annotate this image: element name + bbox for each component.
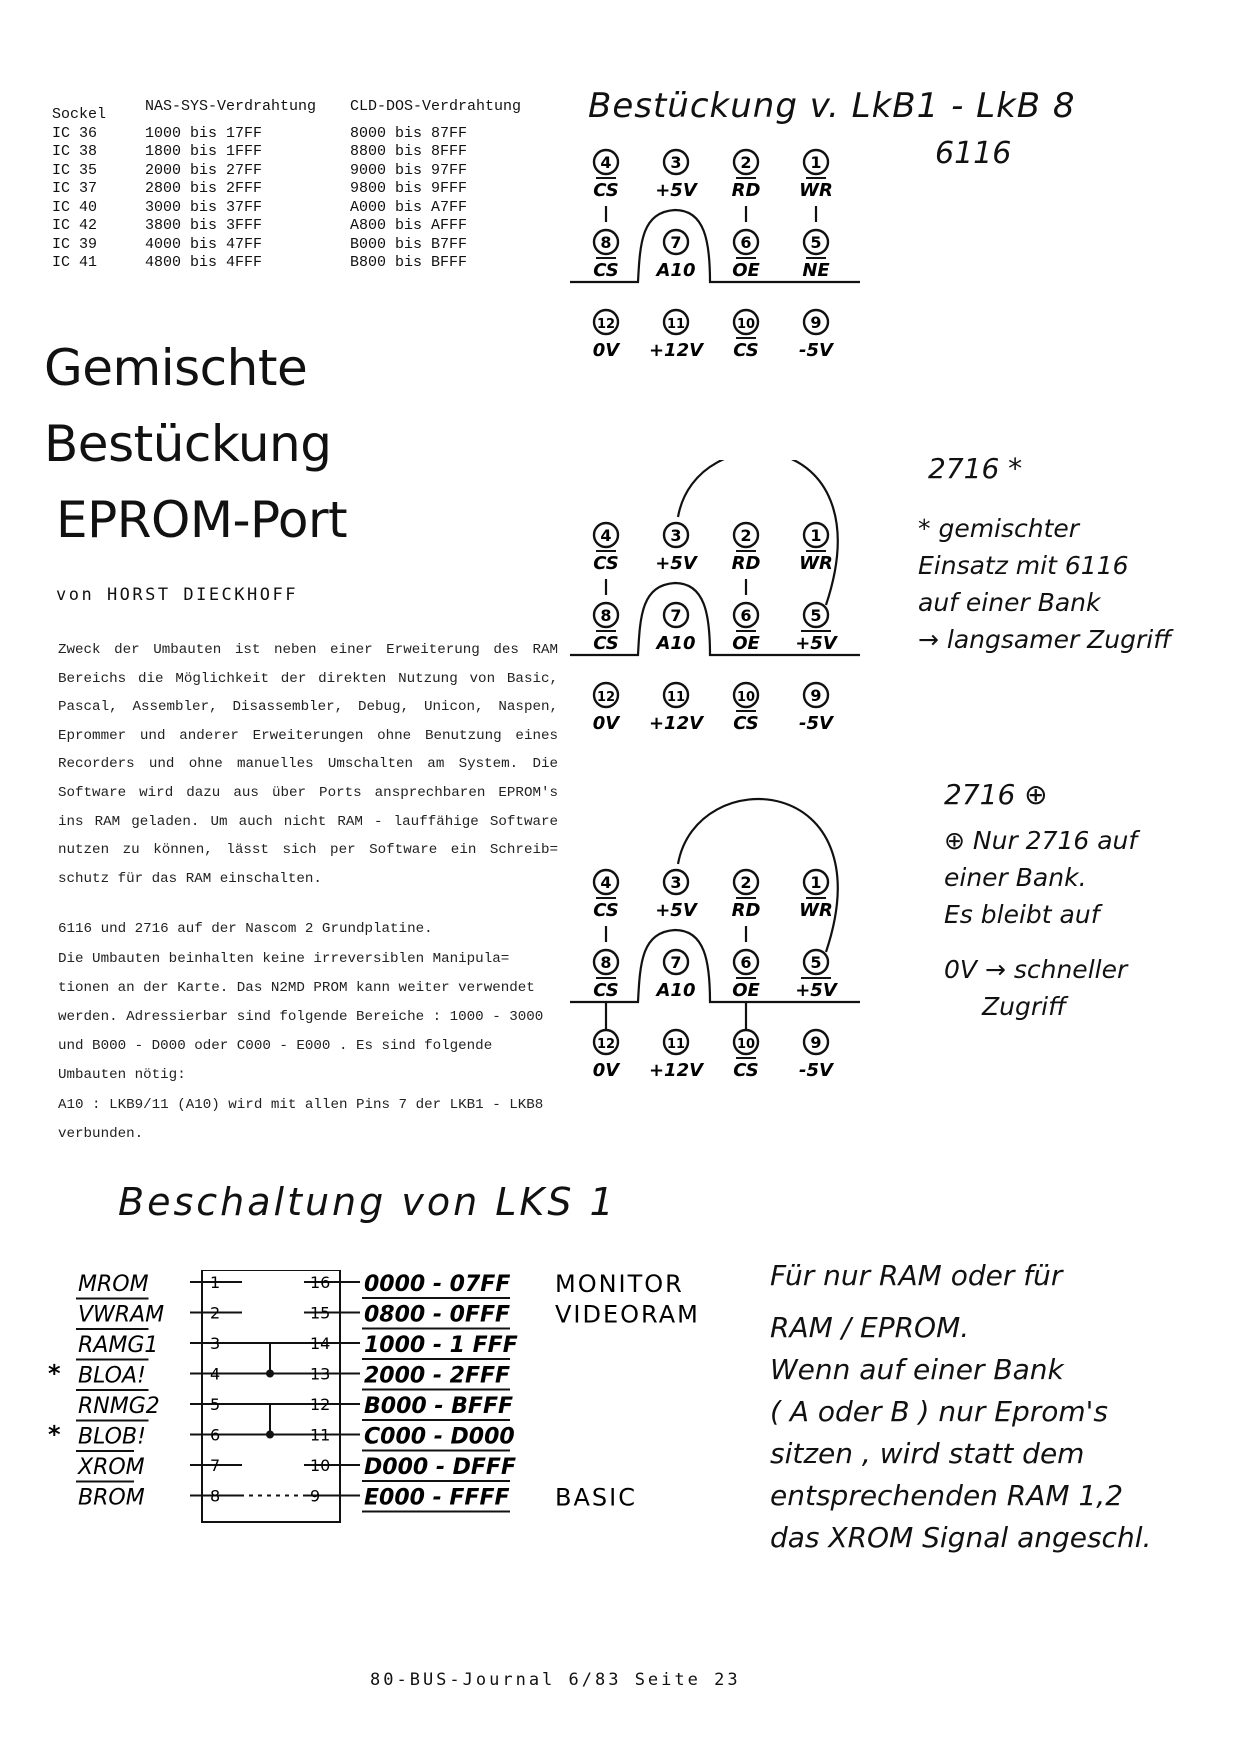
pin-9-label: -5V [799,713,833,734]
pin-4-label: CS [593,900,619,921]
pin-9-number: 9 [810,1033,822,1052]
pin-1-label: WR [799,180,833,201]
cell-sockel: IC 37 [52,180,98,197]
paragraph-1: Zweck der Umbauten ist neben einer Erweiterung des RAM Bereichs die Möglichkeit der direkten Nutzung von Basic, Pascal, Assembler, Disassembler, Debug, Unicon, Naspen, Eprommer und anderer Erweiterungen ohne Benutzung eines Recorders und ohne manuelles Umschalten am System. Die Software wird dazu aus über Ports ansprechbaren EPROM's ins RAM geladen. Um auch nicht RAM - lauffähige Software nutzen zu können, lässt sich per Software ein Schreib= schutz für das RAM einschalten. [58,642,558,887]
pin-6-label: OE [732,633,760,654]
paragraph-2-line: und B000 - D000 oder C000 - E000 . Es sind folgende [58,1038,493,1055]
lks-left-pin: 6 [210,1425,221,1445]
cell-nas-sys: 2800 bis 2FFF [145,180,263,197]
pin-7-number: 7 [670,953,682,972]
lks-right-pin: 15 [310,1303,331,1323]
pin-5-number: 5 [810,606,822,625]
annotation-2716-plus-text [944,822,1137,1025]
pin-12-number: 12 [596,690,616,705]
pin-8-number: 8 [600,606,612,625]
pin-10-number: 10 [736,690,756,705]
cell-nas-sys: 3000 bis 37FF [145,198,263,216]
pin-12-label: 0V [592,713,620,734]
lks-row-mark: * [48,1359,61,1388]
pin-7-label: A10 [656,980,696,1001]
cell-nas-sys: 1000 bis 17FF [145,124,263,142]
annotation-line: Zugriff [982,992,1067,1021]
pin-11-number: 11 [666,317,686,332]
cell-cld-dos: A000 bis A7FF [350,198,468,216]
title-line-1: Gemischte [44,339,308,397]
lks-right-pin: 12 [310,1395,331,1414]
lks-signal-bloa: BLOA! [78,1363,146,1389]
page-footer: 80-BUS-Journal 6/83 Seite 23 [370,1670,741,1690]
lks-range: 1000 - 1 FFF [364,1333,518,1358]
pin-1-label: WR [799,553,833,574]
pin-5-number: 5 [810,233,822,252]
sockel-table-header [52,98,550,125]
cell-cld-dos: B000 bis B7FF [350,235,468,253]
lks-range: D000 - DFFF [364,1455,516,1480]
pin-4-number: 4 [600,873,612,892]
pin-1-number: 1 [810,526,822,545]
pin-10-label: CS [733,340,759,361]
pin-12-number: 12 [596,1037,616,1052]
lks-side-note [770,1255,1151,1559]
sockel-table-row [52,162,550,181]
lks-range: C000 - D000 [364,1424,515,1450]
pin-4-number: 4 [600,153,612,172]
lks-signal-rnmg2: RNMG2 [78,1394,160,1419]
lks-left-pin: 2 [210,1303,221,1323]
lks-right-pin: 14 [310,1334,331,1353]
article-body [58,636,558,1149]
lks-range: 2000 - 2FFF [364,1363,511,1389]
lks-row-mark: * [48,1420,61,1449]
pin-7-label: A10 [656,633,696,654]
pin-6-label: OE [732,980,760,1001]
lks-range: 0800 - 0FFF [364,1302,511,1328]
col-header-sockel: Sockel [52,106,107,123]
cell-cld-dos: 9000 bis 97FF [350,161,468,179]
cell-sockel: IC 38 [52,143,98,160]
pin-connections [570,799,890,1052]
lks-row-note: BASIC [555,1483,637,1512]
pin-5-label: +5V [795,633,837,654]
pin-12-label: 0V [592,1060,620,1081]
pin-1-number: 1 [810,153,822,172]
pin-9-number: 9 [810,686,822,705]
cell-cld-dos: B800 bis BFFF [350,254,468,271]
pin-2-number: 2 [740,873,752,892]
pin-11-label: +12V [648,1060,704,1081]
annotation-line: auf einer Bank [918,588,1101,617]
cell-nas-sys: 1800 bis 1FFF [145,143,263,160]
sockel-table [52,98,550,273]
pin-4-label: CS [593,553,619,574]
lks-diagram [40,1270,740,1570]
lks-right-pin: 11 [310,1425,331,1445]
side-note-line: entsprechenden RAM 1,2 [770,1479,1124,1512]
cell-cld-dos: A800 bis AFFF [350,217,468,234]
pin-6-label: OE [732,260,760,281]
lks-left-pin: 3 [210,1334,221,1353]
side-note-line: das XROM Signal angeschl. [770,1521,1152,1554]
annotation-line [944,933,1137,951]
cell-nas-sys: 2000 bis 27FF [145,161,263,179]
paragraph-2-line: werden. Adressierbar sind folgende Bereiche : 1000 - 3000 [58,1008,544,1025]
paragraph-2-line: Die Umbauten beinhalten keine irreversiblen Manipula= [58,950,510,967]
pin-7-number: 7 [670,233,682,252]
col-header-nas-sys: NAS-SYS-Verdrahtung [145,98,317,115]
annotation-line: * gemischter [918,514,1080,543]
lkb-diagram-middle [570,460,910,760]
lks-left-pin: 8 [210,1486,221,1506]
cell-nas-sys: 4800 bis 4FFF [145,254,263,271]
pin-5-number: 5 [810,953,822,972]
pin-6-number: 6 [740,953,752,972]
pin-12-number: 12 [596,317,616,332]
pin-5-label: NE [802,260,830,281]
lks-left-pin: 7 [210,1456,221,1475]
pin-8-label: CS [593,633,619,654]
bridge-node [266,1431,274,1439]
pin-5-label: +5V [795,980,837,1001]
paragraph-2-line: tionen an der Karte. Das N2MD PROM kann weiter verwendet [58,979,535,996]
side-note-line: sitzen , wird statt dem [770,1437,1085,1470]
lks-right-pin: 9 [310,1486,321,1506]
sockel-table-grid [52,98,550,273]
lks-right-pin: 16 [310,1273,331,1292]
side-note-line: RAM / EPROM. [770,1311,970,1344]
pin-3-number: 3 [670,873,682,892]
lks-left-pin: 4 [210,1364,221,1384]
lks-range: B000 - BFFF [364,1394,513,1419]
pin-2-number: 2 [740,153,752,172]
pin-10-number: 10 [736,1037,756,1052]
lks-signal-vwram: VWRAM [78,1302,165,1328]
pin-11-label: +12V [648,713,704,734]
col-header-cld-dos: CLD-DOS-Verdrahtung [350,98,522,115]
annotation-line: → langsamer Zugriff [918,625,1172,654]
pin-2-number: 2 [740,526,752,545]
pin-11-number: 11 [666,1037,686,1052]
annotation-line: ⊕ Nur 2716 auf [944,826,1138,855]
cell-sockel: IC 35 [52,161,98,179]
pin-2-label: RD [731,900,761,921]
pin-6-number: 6 [740,606,752,625]
pin-1-number: 1 [810,873,822,892]
lks-signal-brom: BROM [78,1485,145,1511]
pin-8-number: 8 [600,233,612,252]
cell-cld-dos: 8800 bis 8FFF [350,143,468,160]
pin-7-number: 7 [670,606,682,625]
cell-sockel: IC 39 [52,235,98,253]
pin-6-number: 6 [740,233,752,252]
lkb-diagram-top [570,140,910,415]
annotation-2716-star-text [918,510,1171,658]
pin-1-label: WR [799,900,833,921]
pin-3-label: +5V [655,553,697,574]
cell-sockel: IC 40 [52,198,98,216]
bridge-node [266,1370,274,1378]
cell-cld-dos: 9800 bis 9FFF [350,180,468,197]
lks-right-pin: 10 [310,1456,331,1475]
pin-4-number: 4 [600,526,612,545]
pin-7-label: A10 [656,260,696,281]
pin-10-label: CS [733,713,759,734]
annotation-2716-plus-title: 2716 ⊕ [944,778,1048,811]
annotation-line: Einsatz mit 6116 [918,551,1129,580]
annotation-6116: 6116 [935,136,1012,171]
pin-2-label: RD [731,553,761,574]
annotation-line: einer Bank. [944,863,1087,892]
cell-sockel: IC 42 [52,217,98,234]
cell-nas-sys: 4000 bis 47FF [145,235,263,253]
sockel-table-row [52,125,550,144]
lks-bridges [240,1343,310,1435]
pin-4-label: CS [593,180,619,201]
pin-3-number: 3 [670,153,682,172]
title-line-3: EPROM-Port [56,491,348,549]
lks-range: 0000 - 07FF [364,1272,511,1297]
lks-right-pin: 13 [310,1364,331,1384]
pin-9-number: 9 [810,313,822,332]
pin-8-label: CS [593,980,619,1001]
lks-signal-xrom: XROM [78,1455,145,1480]
cell-cld-dos: 8000 bis 87FF [350,124,468,142]
cell-sockel: IC 41 [52,254,98,271]
title-line-2: Bestückung [44,415,332,473]
sockel-table-row [52,180,550,199]
sockel-table-row [52,199,550,218]
pin-9-label: -5V [799,1060,833,1081]
annotation-2716-star-title: 2716 * [928,452,1023,485]
lks-row-note: VIDEORAM [555,1300,700,1329]
article-title [44,330,347,558]
lks-signal-mrom: MROM [78,1272,149,1297]
cell-sockel: IC 36 [52,124,98,142]
lks-signal-ramg1: RAMG1 [78,1333,159,1358]
pin-9-label: -5V [799,340,833,361]
paragraph-2-line: A10 : LKB9/11 (A10) wird mit allen Pins 7 der LKB1 - LKB8 [58,1096,544,1113]
pin-2-label: RD [731,180,761,201]
paragraph-2-line: 6116 und 2716 auf der Nascom 2 Grundplatine. [58,921,433,938]
byline: von HORST DIECKHOFF [56,585,298,605]
paragraph-2-line: Umbauten nötig: [58,1067,186,1084]
pin-3-number: 3 [670,526,682,545]
lks-range: E000 - FFFF [364,1485,510,1511]
sockel-table-row [52,236,550,255]
pin-10-number: 10 [736,317,756,332]
sockel-table-row [52,143,550,162]
annotation-line: Es bleibt auf [944,900,1100,929]
pin-10-label: CS [733,1060,759,1081]
paragraph-2 [58,915,558,1149]
lkb-heading: Bestückung v. LkB1 - LkB 8 [588,86,1076,126]
pin-3-label: +5V [655,180,697,201]
pin-11-label: +12V [648,340,704,361]
sockel-table-row [52,217,550,236]
pin-8-label: CS [593,260,619,281]
side-note-line: ( A oder B ) nur Eprom's [770,1395,1108,1428]
lks-signal-blob: BLOB! [78,1424,146,1450]
annotation-line: 0V → schneller [944,955,1128,984]
cell-nas-sys: 3800 bis 3FFF [145,217,263,234]
lkb-diagram-bottom [570,790,910,1090]
lks-heading: Beschaltung von LKS 1 [118,1180,617,1224]
pin-8-number: 8 [600,953,612,972]
pin-11-number: 11 [666,690,686,705]
lks-row-note: MONITOR [555,1270,684,1298]
lks-left-pin: 1 [210,1273,221,1292]
pin-12-label: 0V [592,340,620,361]
side-note-line: Für nur RAM oder für [770,1259,1063,1292]
paragraph-2-line: verbunden. [58,1125,144,1142]
pin-3-label: +5V [655,900,697,921]
lks-left-pin: 5 [210,1395,221,1414]
sockel-table-row [52,254,550,273]
side-note-line: Wenn auf einer Bank [770,1353,1064,1386]
